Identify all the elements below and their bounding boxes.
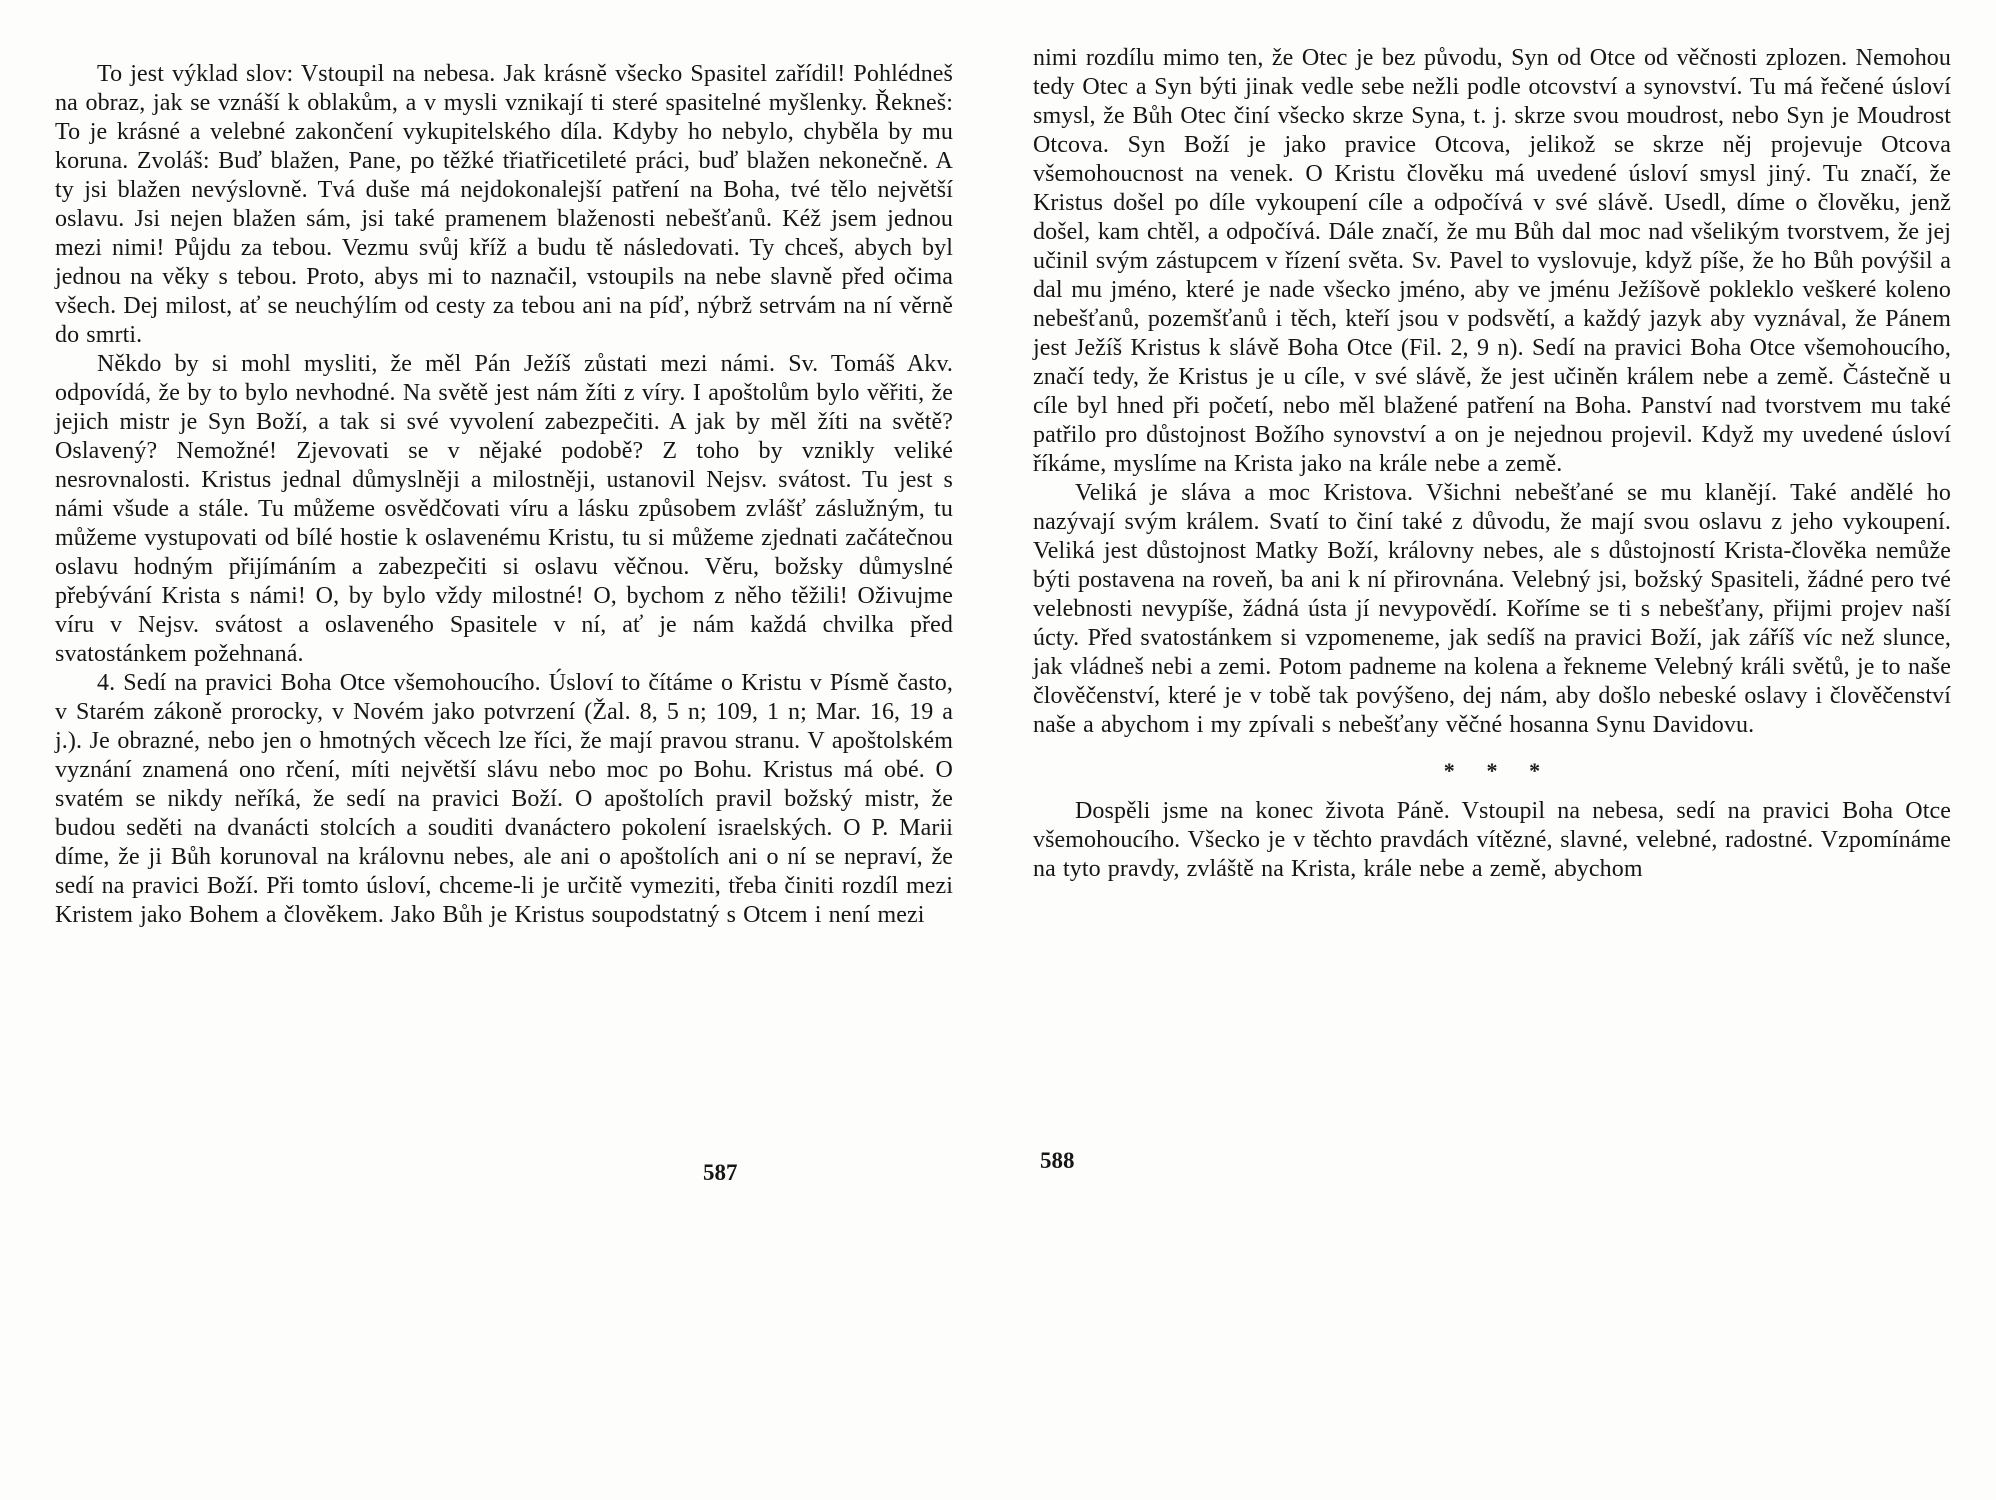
paragraph: Dospěli jsme na konec života Páně. Vstoupil na nebesa, sedí na pravici Boha Otce všemohoucího. Všecko je v těchto pravdách vítězné, slavné, velebné, radostné. Vzpomínáme na tyto pravdy, zvláště na Krista, krále nebe a země, abychom (1033, 798, 1951, 882)
left-page-text-column (55, 60, 953, 930)
right-page-text-column (1033, 44, 1951, 884)
page-number-right: 588 (1040, 1148, 1075, 1173)
paragraph-continuation: nimi rozdílu mimo ten, že Otec je bez původu, Syn od Otce od věčnosti zplozen. Nemohou tedy Otec a Syn býti jinak vedle sebe nežli podle otcovství a synovství. Tu má řečené úsloví smysl, že Bůh Otec činí všecko skrze Syna, t. j. skrze svou moudrost, nebo Syn je Moudrost Otcova. Syn Boží je jako pravice Otcova, jelikož se skrze něj projevuje Otcova všemohoucnost na venek. O Kristu člověku má uvedené úsloví smysl jiný. Tu značí, že Kristus došel po díle vykoupení cíle a odpočívá v své slávě. Usedl, díme o člověku, jenž došel, kam chtěl, a odpočívá. Dále značí, že mu Bůh dal moc nad všelikým tvorstvem, že jej učinil svým zástupcem v řízení světa. Sv. Pavel to vyslovuje, když píše, že ho Bůh povýšil a dal mu jméno, které je nade všecko jméno, aby ve jménu Ježíšově pokleklo veškeré koleno nebešťanů, pozemšťanů i těch, kteří jsou v podsvětí, a každý jazyk aby vyznával, že Pánem jest Ježíš Kristus k slávě Boha Otce (Fil. 2, 9 n). Sedí na pravici Boha Otce všemohoucího, značí tedy, že Kristus je u cíle, v své slávě, že jest učiněn králem nebe a země. Částečně u cíle byl hned při početí, nebo měl blažené patření na Boha. Panství nad tvorstvem mu také patřilo pro důstojnost Božího synovství a on je nejednou projevil. Když my uvedené úsloví říkáme, myslíme na Krista jako na krále nebe a země. (1033, 45, 1951, 477)
paragraph: Veliká je sláva a moc Kristova. Všichni nebešťané se mu klanějí. Také andělé ho nazývají svým králem. Svatí to činí také z důvodu, že mají svou oslavu z jeho vykoupení. Veliká jest důstojnost Matky Boží, královny nebes, ale s důstojností Krista-člověka nemůže býti postavena na roveň, ba ani k ní přirovnána. Velebný jsi, božský Spasiteli, žádné pero tvé velebnosti nevypíše, žádná ústa jí nevypovědí. Koříme se ti s nebešťany, přijmi projev naší úcty. Před svatostánkem si vzpomeneme, jak sedíš na pravici Boží, jak záříš víc než slunce, jak vládneš nebi a zemi. Potom padneme na kolena a řekneme Velebný králi světů, je to naše člověčenství, které je v tobě tak povýšeno, dej nám, aby došlo nebeské oslavy i člověčenství naše a abychom i my zpívali s nebešťany věčné hosanna Synu Davidovu. (1033, 480, 1951, 738)
paragraph: 4. Sedí na pravici Boha Otce všemohoucího. Úsloví to čítáme o Kristu v Písmě často, v Starém zákoně prorocky, v Novém jako potvrzení (Žal. 8, 5 n; 109, 1 n; Mar. 16, 19 a j.). Je obrazné, nebo jen o hmotných věcech lze říci, že mají pravou stranu. V apoštolském vyznání znamená ono rčení, míti největší slávu nebo moc po Bohu. Kristus má obé. O svatém se nikdy neříká, že sedí na pravici Boží. O apoštolích pravil božský mistr, že budou seděti na dvanácti stolcích a souditi dvanáctero pokolení israelských. O P. Marii díme, že ji Bůh korunoval na královnu nebes, ale ani o apoštolích ani o ní se nepraví, že sedí na pravici Boží. Při tomto úsloví, chceme-li je určitě vymeziti, třeba činiti rozdíl mezi Kristem jako Bohem a člověkem. Jako Bůh je Kristus soupodstatný s Otcem i není mezi (55, 670, 953, 928)
page-number-left: 587 (703, 1160, 738, 1185)
paragraph: To jest výklad slov: Vstoupil na nebesa. Jak krásně všecko Spasitel zařídil! Pohlédneš na obraz, jak se vznáší k oblakům, a v mysli vznikají ti steré spasitelné myšlenky. Řekneš: To je krásné a velebné zakončení vykupitelského díla. Kdyby ho nebylo, chyběla by mu koruna. Zvoláš: Buď blažen, Pane, po těžké třiatřicetileté práci, buď blažen nekonečně. A ty jsi blažen nevýslovně. Tvá duše má nejdokonalejší patření na Boha, tvé tělo největší oslavu. Jsi nejen blažen sám, jsi také pramenem blaženosti nebešťanů. Kéž jsem jednou mezi nimi! Půjdu za tebou. Vezmu svůj kříž a budu tě následovati. Ty chceš, abych byl jednou na věky s tebou. Proto, abys mi to naznačil, vstoupils na nebe slavně před očima všech. Dej milost, ať se neuchýlím od cesty za tebou ani na píď, nýbrž setrvám na ní věrně do smrti. (55, 61, 953, 348)
paragraph: Někdo by si mohl mysliti, že měl Pán Ježíš zůstati mezi námi. Sv. Tomáš Akv. odpovídá, že by to bylo nevhodné. Na světě jest nám žíti z víry. I apoštolům bylo věřiti, že jejich mistr je Syn Boží, a tak si své vyvolení zabezpečiti. A jak by měl žíti na světě? Oslavený? Nemožné! Zjevovati se v nějaké podobě? Z toho by vznikly veliké nesrovnalosti. Kristus jednal důmyslněji a milostněji, ustanovil Nejsv. svátost. Tu jest s námi všude a stále. Tu můžeme osvědčovati víru a lásku způsobem zvlášť záslužným, tu můžeme vystupovati od bílé hostie k oslavenému Kristu, tu si můžeme zjednati začátečnou oslavu hodným přijímáním a zabezpečiti si oslavu věčnou. Věru, božsky důmyslné přebývání Krista s námi! O, by bylo vždy milostné! O, bychom z něho těžili! Oživujme víru v Nejsv. svátost a oslaveného Spasitele v ní, ať je nám každá chvilka před svatostánkem požehnaná. (55, 351, 953, 667)
asterisk-section-separator: * * * (1443, 758, 1541, 783)
